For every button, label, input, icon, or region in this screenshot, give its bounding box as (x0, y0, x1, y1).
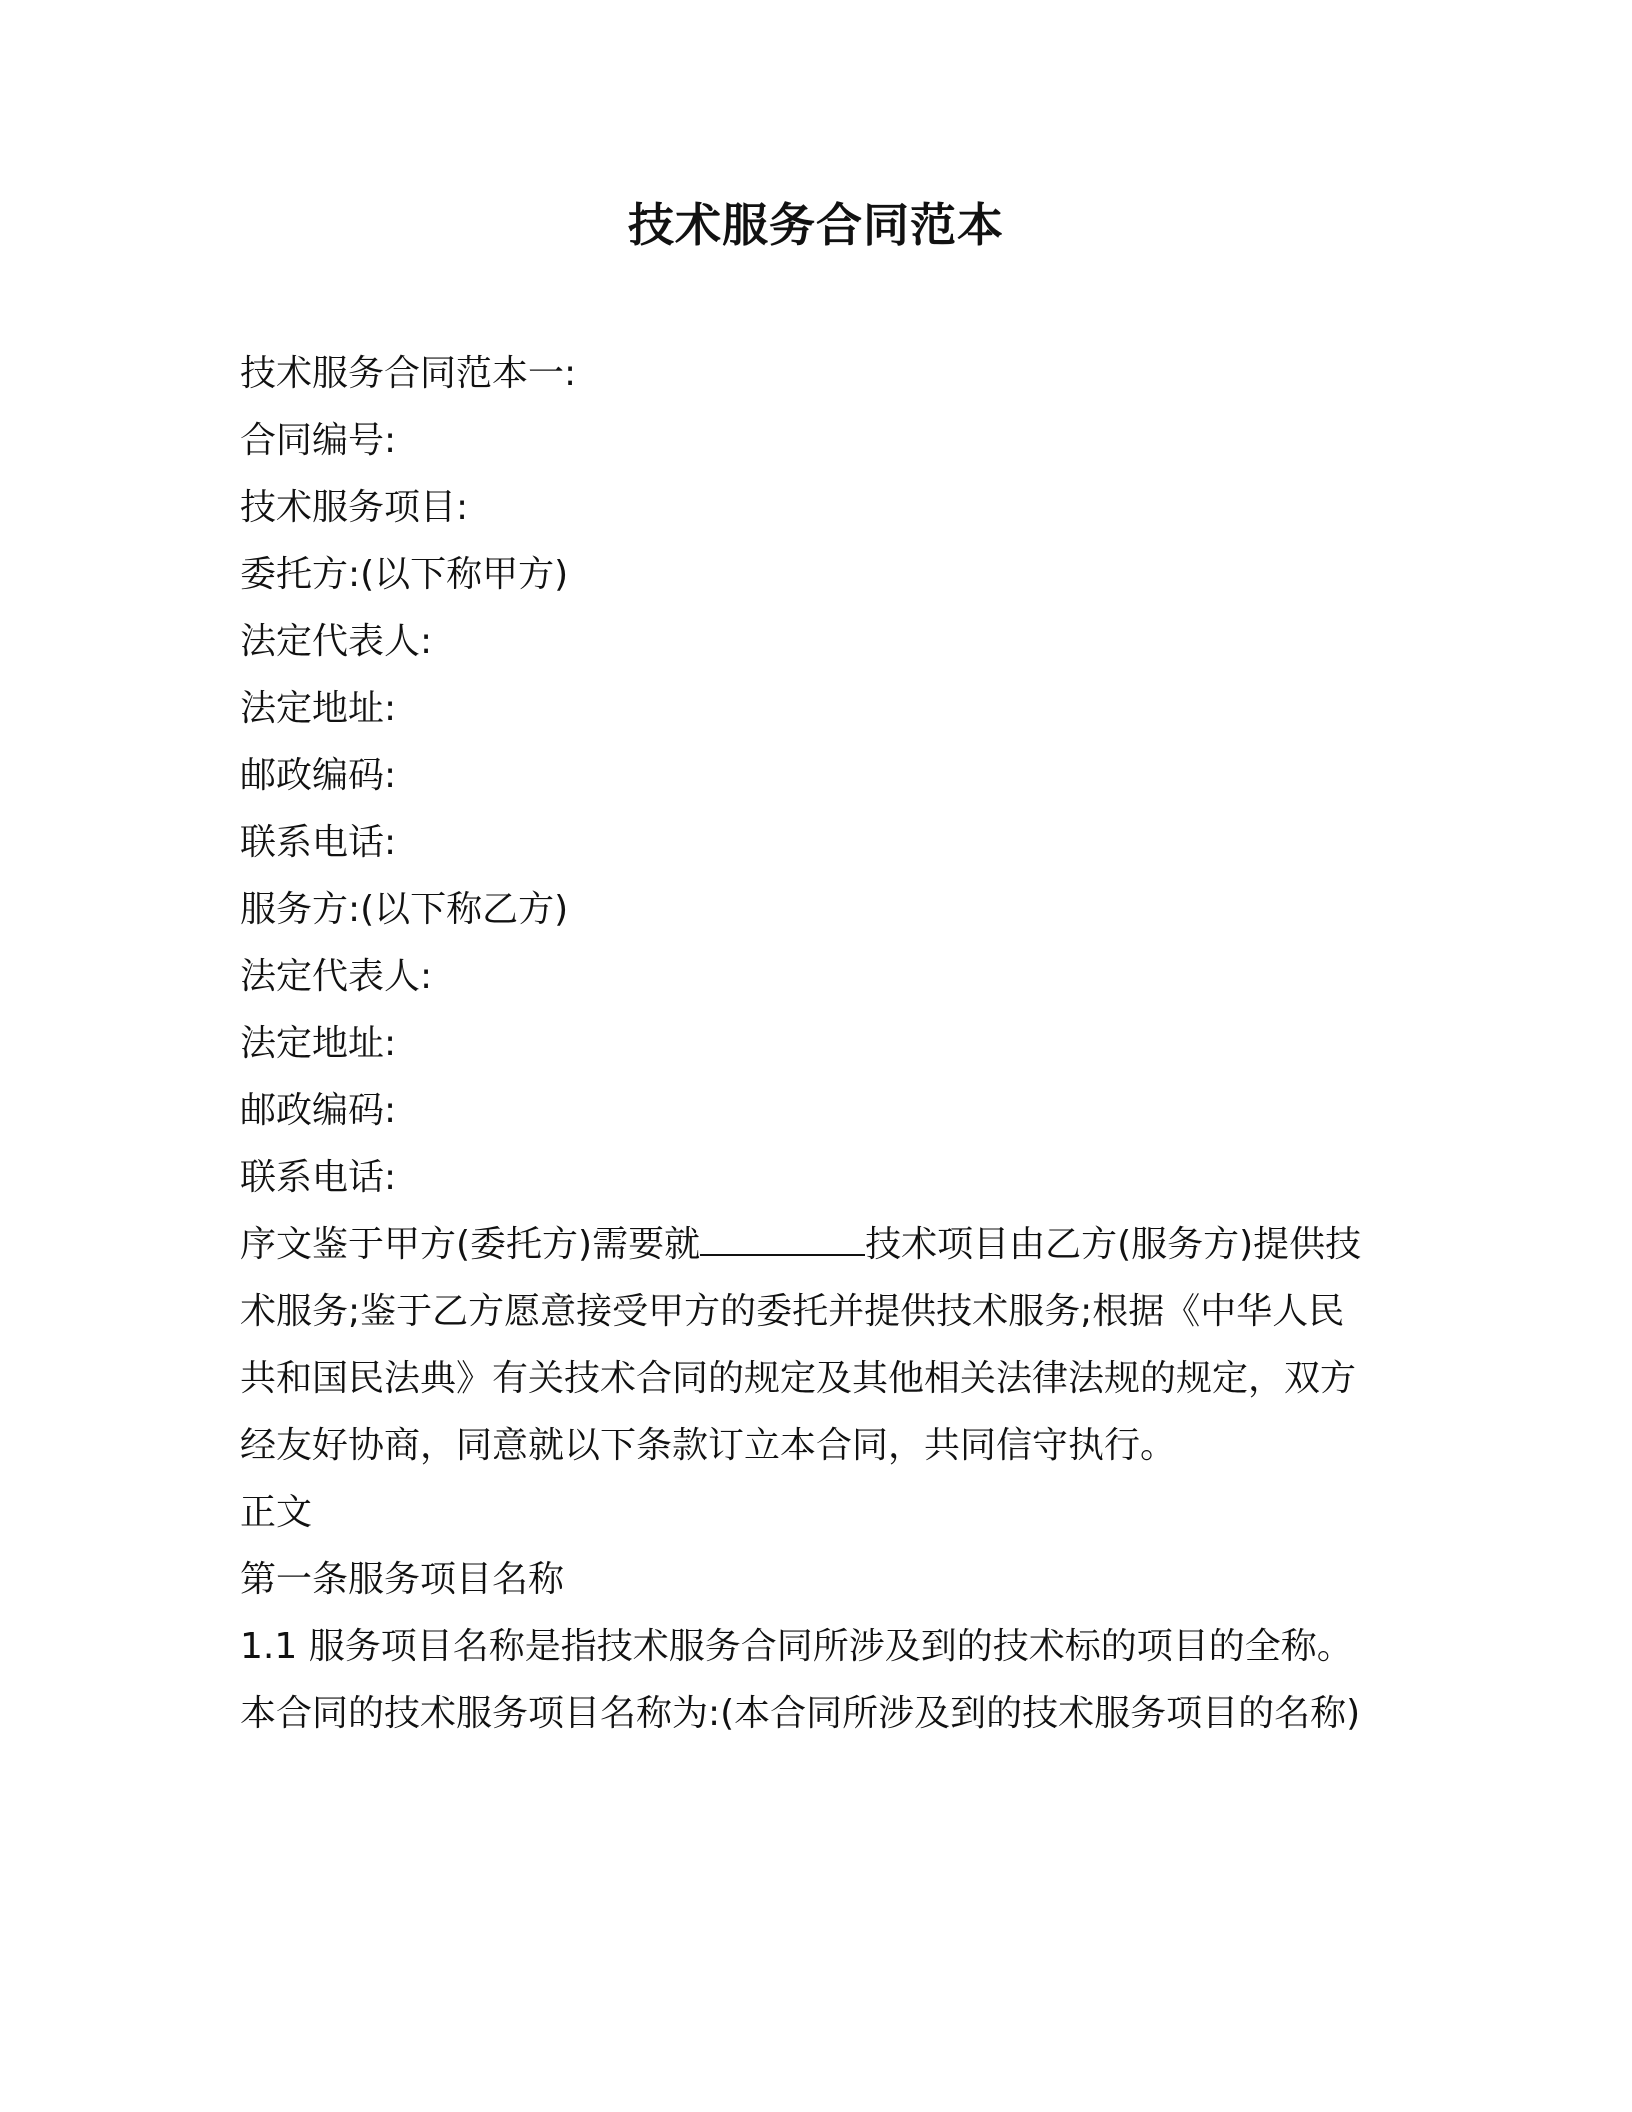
clause-1-1-continuation: 本合同的技术服务项目名称为:(本合同所涉及到的技术服务项目的名称) (240, 1693, 1361, 1734)
contract-number-label: 合同编号: (240, 420, 397, 461)
document-body (240, 340, 1380, 1747)
client-address-label: 法定地址: (240, 688, 397, 729)
provider-postcode-label: 邮政编码: (240, 1090, 397, 1131)
provider-address-label: 法定地址: (240, 1023, 397, 1064)
client-legal-rep-label: 法定代表人: (240, 621, 433, 662)
body-heading: 正文 (240, 1492, 313, 1533)
client-postcode-label: 邮政编码: (240, 755, 397, 796)
provider-label: 服务方:(以下称乙方) (240, 889, 569, 930)
document-title: 技术服务合同范本 (628, 198, 1004, 252)
project-blank (700, 1214, 865, 1256)
provider-phone-label: 联系电话: (240, 1157, 397, 1198)
client-label: 委托方:(以下称甲方) (240, 554, 569, 595)
client-phone-label: 联系电话: (240, 822, 397, 863)
section-heading: 技术服务合同范本一: (240, 353, 577, 394)
article-1-heading: 第一条服务项目名称 (240, 1559, 565, 1600)
provider-legal-rep-label: 法定代表人: (240, 956, 433, 997)
preamble-paragraph (240, 1211, 1380, 1479)
service-project-label: 技术服务项目: (240, 487, 469, 528)
clause-1-1: 1.1 服务项目名称是指技术服务合同所涉及到的技术标的项目的全称。 (240, 1626, 1353, 1667)
preamble-text-start: 序文鉴于甲方(委托方)需要就 (240, 1224, 701, 1265)
preamble-text-end: 技术项目由乙方(服务方)提供技术服务;鉴于乙方愿意接受甲方的委托并提供技术服务;根据《中华人民共和国民法典》有关技术合同的规定及其他相关法律法规的规定，双方经友好协商，同意就以下条款订立本合同，共同信守执行。 (240, 1224, 1362, 1466)
